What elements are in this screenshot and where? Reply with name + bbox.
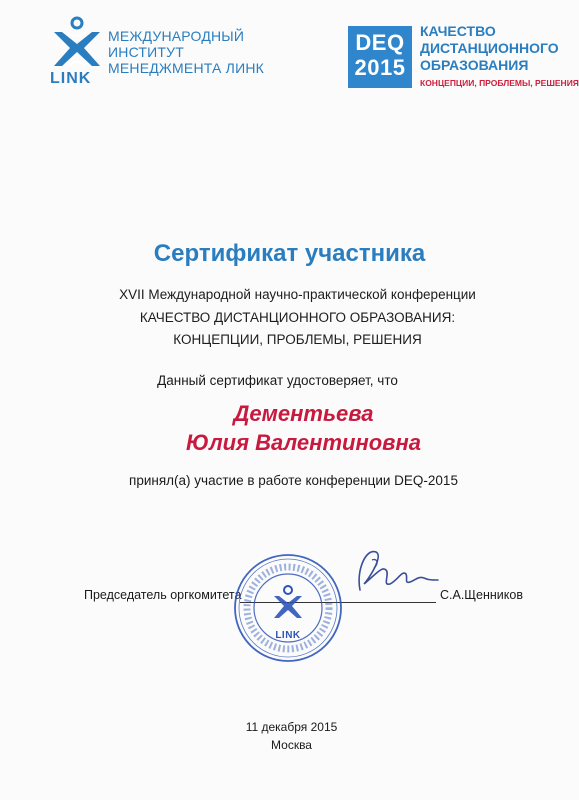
deq-title-line: ОБРАЗОВАНИЯ (420, 57, 529, 73)
round-seal-icon (232, 552, 344, 664)
issue-date: 11 декабря 2015 (245, 720, 338, 734)
institute-name-line: ИНСТИТУТ (108, 44, 185, 60)
institute-name (108, 28, 264, 76)
certifies-text: Данный сертификат удостоверяет, что (157, 373, 398, 388)
seal-word: LINK (275, 630, 301, 641)
chair-label: Председатель оргкомитета (84, 588, 242, 602)
participation-text: принял(а) участие в работе конференции DEQ-2015 (129, 473, 458, 488)
participant-given-names: Юлия Валентиновна (186, 430, 421, 455)
deq-badge-year: 2015 (354, 55, 406, 80)
chair-name: С.А.Щенников (440, 588, 523, 602)
participant-surname: Дементьева (233, 401, 374, 426)
conference-line: КОНЦЕПЦИИ, ПРОБЛЕМЫ, РЕШЕНИЯ (173, 332, 422, 347)
handwritten-signature (346, 540, 442, 602)
institute-name-line: МЕНЕДЖМЕНТА ЛИНК (108, 60, 264, 76)
link-logo-word: LINK (50, 70, 92, 87)
deq-title-line: ДИСТАНЦИОННОГО (420, 40, 559, 56)
conference-line: КАЧЕСТВО ДИСТАНЦИОННОГО ОБРАЗОВАНИЯ: (139, 310, 456, 325)
conference-line: XVII Международной научно-практической конференции (119, 287, 476, 302)
deq-subtitle: КОНЦЕПЦИИ, ПРОБЛЕМЫ, РЕШЕНИЯ (420, 78, 579, 88)
institute-name-line: МЕЖДУНАРОДНЫЙ (108, 28, 245, 44)
deq-title-line: КАЧЕСТВО (420, 23, 496, 39)
certificate-title: Сертификат участника (153, 240, 426, 267)
issue-city: Москва (271, 738, 312, 752)
deq-badge-word: DEQ (355, 30, 405, 55)
deq-badge (348, 26, 412, 88)
deq-title (420, 23, 559, 74)
